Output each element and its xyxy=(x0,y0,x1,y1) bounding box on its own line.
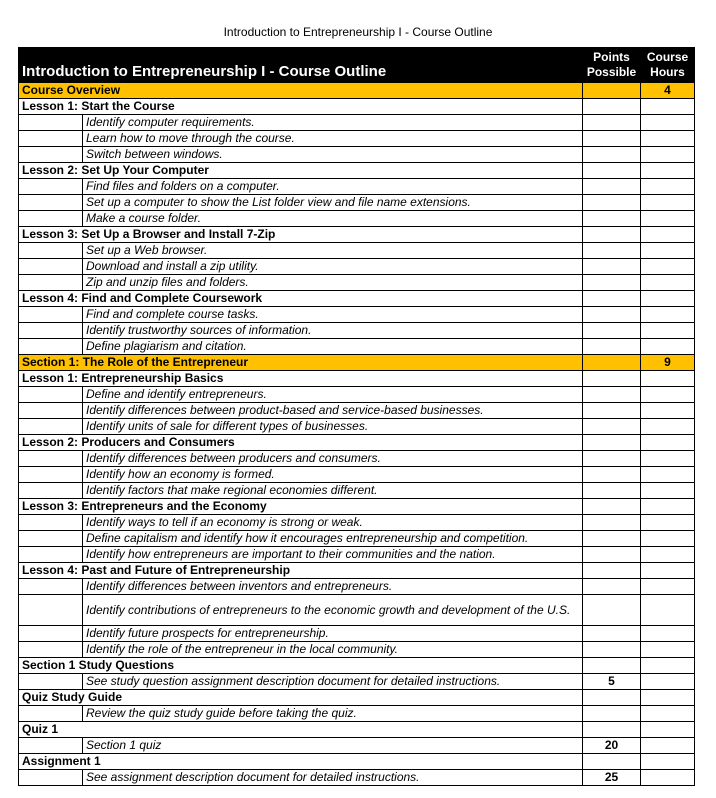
indent-cell xyxy=(19,115,83,131)
points-cell: 20 xyxy=(583,738,641,754)
hours-cell xyxy=(641,467,695,483)
points-cell xyxy=(583,115,641,131)
hours-cell xyxy=(641,658,695,674)
points-cell xyxy=(583,147,641,163)
document-title: Introduction to Entrepreneurship I - Course Outline xyxy=(223,25,493,39)
hours-cell xyxy=(641,147,695,163)
hours-cell xyxy=(641,115,695,131)
indent-cell xyxy=(19,323,83,339)
lesson-title: Section 1 Study Questions xyxy=(19,658,583,674)
indent-cell xyxy=(19,339,83,355)
points-cell xyxy=(583,547,641,563)
points-cell xyxy=(583,515,641,531)
hours-cell xyxy=(641,706,695,722)
objective-text: Identify computer requirements. xyxy=(83,115,583,131)
points-cell xyxy=(583,499,641,515)
hours-cell xyxy=(641,722,695,738)
lesson-row xyxy=(19,722,695,738)
points-cell xyxy=(583,419,641,435)
indent-cell xyxy=(19,547,83,563)
hours-cell xyxy=(641,99,695,115)
points-cell xyxy=(583,83,641,99)
objective-row xyxy=(19,131,695,147)
lesson-row xyxy=(19,99,695,115)
objective-text: Identify how an economy is formed. xyxy=(83,467,583,483)
hours-cell xyxy=(641,291,695,307)
indent-cell xyxy=(19,131,83,147)
indent-cell xyxy=(19,387,83,403)
objective-row xyxy=(19,323,695,339)
lesson-title: Lesson 2: Producers and Consumers xyxy=(19,435,583,451)
objective-row xyxy=(19,738,695,754)
objective-text: Define plagiarism and citation. xyxy=(83,339,583,355)
indent-cell xyxy=(19,674,83,690)
hours-cell xyxy=(641,674,695,690)
points-cell xyxy=(583,387,641,403)
hours-cell xyxy=(641,211,695,227)
hours-cell xyxy=(641,307,695,323)
points-cell xyxy=(583,690,641,706)
hours-cell xyxy=(641,642,695,658)
lesson-title: Lesson 3: Entrepreneurs and the Economy xyxy=(19,499,583,515)
points-cell xyxy=(583,259,641,275)
hours-cell xyxy=(641,131,695,147)
hours-cell xyxy=(641,387,695,403)
hours-cell xyxy=(641,323,695,339)
lesson-row xyxy=(19,658,695,674)
objective-row xyxy=(19,579,695,595)
hours-cell xyxy=(641,163,695,179)
points-cell xyxy=(583,579,641,595)
objective-text: Learn how to move through the course. xyxy=(83,131,583,147)
indent-cell xyxy=(19,626,83,642)
points-cell xyxy=(583,163,641,179)
indent-cell xyxy=(19,243,83,259)
points-cell xyxy=(583,483,641,499)
section-title: Course Overview xyxy=(19,83,583,99)
points-cell xyxy=(583,323,641,339)
points-cell xyxy=(583,371,641,387)
course-outline-table xyxy=(18,47,695,786)
objective-row xyxy=(19,115,695,131)
objective-row xyxy=(19,626,695,642)
objective-row xyxy=(19,467,695,483)
objective-text: Switch between windows. xyxy=(83,147,583,163)
hours-cell xyxy=(641,339,695,355)
hours-cell xyxy=(641,754,695,770)
lesson-title: Lesson 3: Set Up a Browser and Install 7-Zip xyxy=(19,227,583,243)
indent-cell xyxy=(19,147,83,163)
points-cell xyxy=(583,339,641,355)
objective-row xyxy=(19,339,695,355)
lesson-row xyxy=(19,371,695,387)
hours-cell xyxy=(641,531,695,547)
lesson-row xyxy=(19,563,695,579)
hours-cell xyxy=(641,227,695,243)
objective-text: Identify units of sale for different types of businesses. xyxy=(83,419,583,435)
section-row xyxy=(19,83,695,99)
objective-row xyxy=(19,419,695,435)
points-cell xyxy=(583,754,641,770)
points-cell xyxy=(583,435,641,451)
points-cell xyxy=(583,243,641,259)
objective-text: Identify future prospects for entrepreneurship. xyxy=(83,626,583,642)
points-cell: 25 xyxy=(583,770,641,786)
lesson-row xyxy=(19,435,695,451)
objective-text: Identify differences between inventors and entrepreneurs. xyxy=(83,579,583,595)
indent-cell xyxy=(19,738,83,754)
objective-text: Set up a computer to show the List folder view and file name extensions. xyxy=(83,195,583,211)
objective-row xyxy=(19,770,695,786)
table-header-row xyxy=(19,48,695,83)
lesson-title: Lesson 1: Entrepreneurship Basics xyxy=(19,371,583,387)
objective-text: Make a course folder. xyxy=(83,211,583,227)
objective-text: See study question assignment description document for detailed instructions. xyxy=(83,674,583,690)
objective-row xyxy=(19,387,695,403)
points-cell xyxy=(583,451,641,467)
indent-cell xyxy=(19,211,83,227)
points-cell xyxy=(583,531,641,547)
lesson-row xyxy=(19,690,695,706)
objective-row xyxy=(19,706,695,722)
indent-cell xyxy=(19,259,83,275)
points-cell xyxy=(583,227,641,243)
objective-text: Identify ways to tell if an economy is strong or weak. xyxy=(83,515,583,531)
hours-cell xyxy=(641,770,695,786)
objective-row xyxy=(19,211,695,227)
indent-cell xyxy=(19,706,83,722)
points-cell xyxy=(583,307,641,323)
objective-row xyxy=(19,595,695,626)
indent-cell xyxy=(19,579,83,595)
hours-cell xyxy=(641,419,695,435)
objective-row xyxy=(19,403,695,419)
objective-text: Zip and unzip files and folders. xyxy=(83,275,583,291)
points-cell xyxy=(583,179,641,195)
objective-row xyxy=(19,147,695,163)
objective-row xyxy=(19,483,695,499)
objective-text: See assignment description document for detailed instructions. xyxy=(83,770,583,786)
hours-cell xyxy=(641,435,695,451)
hours-cell xyxy=(641,563,695,579)
objective-text: Identify the role of the entrepreneur in the local community. xyxy=(83,642,583,658)
lesson-title: Quiz Study Guide xyxy=(19,690,583,706)
points-cell xyxy=(583,563,641,579)
objective-row xyxy=(19,642,695,658)
points-cell xyxy=(583,642,641,658)
indent-cell xyxy=(19,531,83,547)
hours-cell xyxy=(641,483,695,499)
hours-cell xyxy=(641,371,695,387)
points-cell: 5 xyxy=(583,674,641,690)
objective-row xyxy=(19,179,695,195)
points-cell xyxy=(583,211,641,227)
indent-cell xyxy=(19,307,83,323)
indent-cell xyxy=(19,770,83,786)
objective-row xyxy=(19,195,695,211)
hours-cell xyxy=(641,451,695,467)
points-cell xyxy=(583,658,641,674)
indent-cell xyxy=(19,595,83,626)
lesson-row xyxy=(19,499,695,515)
indent-cell xyxy=(19,515,83,531)
objective-row xyxy=(19,674,695,690)
objective-text: Identify differences between product-based and service-based businesses. xyxy=(83,403,583,419)
hours-cell xyxy=(641,179,695,195)
objective-text: Section 1 quiz xyxy=(83,738,583,754)
lesson-row xyxy=(19,291,695,307)
hours-cell xyxy=(641,738,695,754)
objective-row xyxy=(19,547,695,563)
indent-cell xyxy=(19,195,83,211)
objective-text: Define capitalism and identify how it encourages entrepreneurship and competition. xyxy=(83,531,583,547)
points-cell xyxy=(583,195,641,211)
points-cell xyxy=(583,403,641,419)
hours-cell xyxy=(641,403,695,419)
objective-text: Find files and folders on a computer. xyxy=(83,179,583,195)
hours-cell xyxy=(641,195,695,211)
hours-cell xyxy=(641,515,695,531)
objective-text: Define and identify entrepreneurs. xyxy=(83,387,583,403)
objective-text: Identify trustworthy sources of information. xyxy=(83,323,583,339)
section-row xyxy=(19,355,695,371)
hours-cell xyxy=(641,275,695,291)
objective-row xyxy=(19,531,695,547)
indent-cell xyxy=(19,403,83,419)
objective-text: Find and complete course tasks. xyxy=(83,307,583,323)
lesson-title: Lesson 2: Set Up Your Computer xyxy=(19,163,583,179)
objective-text: Identify differences between producers and consumers. xyxy=(83,451,583,467)
hours-cell: 4 xyxy=(641,83,695,99)
points-cell xyxy=(583,595,641,626)
lesson-title: Quiz 1 xyxy=(19,722,583,738)
hours-cell: 9 xyxy=(641,355,695,371)
objective-text: Set up a Web browser. xyxy=(83,243,583,259)
objective-text: Identify contributions of entrepreneurs to the economic growth and development of the U.S. xyxy=(83,595,583,626)
indent-cell xyxy=(19,179,83,195)
lesson-title: Lesson 4: Find and Complete Coursework xyxy=(19,291,583,307)
indent-cell xyxy=(19,483,83,499)
points-cell xyxy=(583,467,641,483)
hours-cell xyxy=(641,259,695,275)
objective-row xyxy=(19,259,695,275)
objective-text: Identify factors that make regional economies different. xyxy=(83,483,583,499)
points-cell xyxy=(583,131,641,147)
lesson-row xyxy=(19,227,695,243)
points-cell xyxy=(583,706,641,722)
points-cell xyxy=(583,626,641,642)
course-hours-header: Course Hours xyxy=(641,48,695,83)
indent-cell xyxy=(19,467,83,483)
points-possible-header: Points Possible xyxy=(583,48,641,83)
hours-cell xyxy=(641,243,695,259)
points-cell xyxy=(583,722,641,738)
table-title: Introduction to Entrepreneurship I - Course Outline xyxy=(19,48,583,83)
hours-cell xyxy=(641,547,695,563)
lesson-title: Assignment 1 xyxy=(19,754,583,770)
objective-row xyxy=(19,307,695,323)
section-title: Section 1: The Role of the Entrepreneur xyxy=(19,355,583,371)
hours-cell xyxy=(641,499,695,515)
points-cell xyxy=(583,291,641,307)
lesson-title: Lesson 1: Start the Course xyxy=(19,99,583,115)
indent-cell xyxy=(19,275,83,291)
points-cell xyxy=(583,275,641,291)
objective-row xyxy=(19,275,695,291)
hours-cell xyxy=(641,626,695,642)
indent-cell xyxy=(19,451,83,467)
points-cell xyxy=(583,355,641,371)
lesson-title: Lesson 4: Past and Future of Entrepreneurship xyxy=(19,563,583,579)
objective-row xyxy=(19,515,695,531)
indent-cell xyxy=(19,419,83,435)
objective-row xyxy=(19,451,695,467)
indent-cell xyxy=(19,642,83,658)
points-cell xyxy=(583,99,641,115)
objective-text: Review the quiz study guide before taking the quiz. xyxy=(83,706,583,722)
hours-cell xyxy=(641,690,695,706)
lesson-row xyxy=(19,163,695,179)
objective-row xyxy=(19,243,695,259)
hours-cell xyxy=(641,595,695,626)
lesson-row xyxy=(19,754,695,770)
objective-text: Identify how entrepreneurs are important to their communities and the nation. xyxy=(83,547,583,563)
objective-text: Download and install a zip utility. xyxy=(83,259,583,275)
hours-cell xyxy=(641,579,695,595)
